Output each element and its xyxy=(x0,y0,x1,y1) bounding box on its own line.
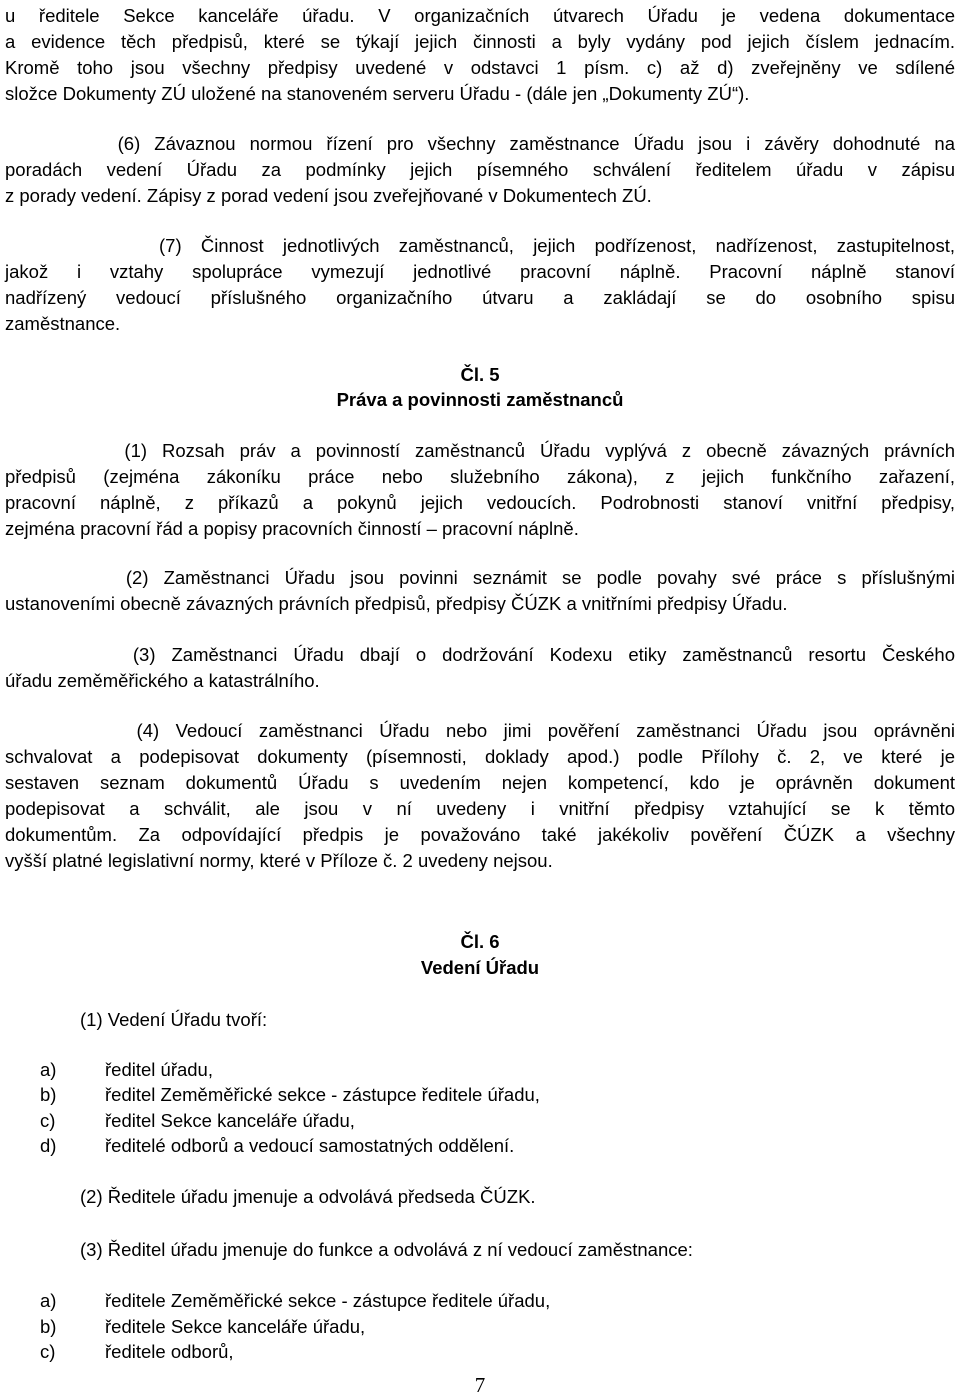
list-item xyxy=(40,1314,365,1339)
list-item-text: ředitel Zeměměřické sekce - zástupce ředitele úřadu, xyxy=(105,1084,540,1105)
text-line: úřadu zeměměřického a katastrálního. xyxy=(5,670,320,691)
article-6-title: Vedení Úřadu xyxy=(420,957,540,978)
article-6-paragraph-3: (3) Ředitel úřadu jmenuje do funkce a odvolává z ní vedoucí zaměstnance: xyxy=(80,1239,693,1260)
list-item xyxy=(40,1082,540,1107)
text-line: a evidence těch předpisů, které se týkají jejich činnosti a byly vydány pod jejich číslem jednacím. xyxy=(5,31,955,52)
text-line: (3) Zaměstnanci Úřadu dbají o dodržování Kodexu etiky zaměstnanců resortu Českého xyxy=(5,644,955,665)
list-marker: a) xyxy=(40,1290,57,1311)
intro-paragraph xyxy=(5,3,955,107)
list-item-text: ředitel Sekce kanceláře úřadu, xyxy=(105,1110,355,1131)
text-line: (1) Rozsah práv a povinností zaměstnanců Úřadu vyplývá z obecně závazných právních xyxy=(5,440,955,461)
text-line: předpisů (zejména zákoníku práce nebo služebního zákona), z jejich funkčního zařazení, xyxy=(5,466,955,487)
paragraph-7 xyxy=(5,233,955,337)
text-line: podepisovat a schválit, ale jsou v ní uvedeny i vnitřní předpisy vztahující se k těmto xyxy=(5,798,955,819)
paragraph-6 xyxy=(5,131,955,209)
list-marker: b) xyxy=(40,1316,57,1337)
list-item-text: ředitelé odborů a vedoucí samostatných oddělení. xyxy=(105,1135,515,1156)
list-item xyxy=(40,1057,213,1082)
article-5-paragraph-1 xyxy=(5,438,955,542)
text-line: poradách vedení Úřadu za podmínky jejich písemného schválení ředitelem úřadu v zápisu xyxy=(5,159,955,180)
text-line: (6) Závaznou normou řízení pro všechny zaměstnance Úřadu jsou i závěry dohodnuté na xyxy=(5,133,955,154)
text-line: (2) Zaměstnanci Úřadu jsou povinni seznámit se podle povahy své práce s příslušnými xyxy=(5,567,955,588)
text-line: zaměstnance. xyxy=(5,313,121,334)
list-marker: b) xyxy=(40,1084,57,1105)
text-line: ustanoveními obecně závazných právních předpisů, předpisy ČÚZK a vnitřními předpisy Úřadu. xyxy=(5,593,788,614)
text-line: nadřízený vedoucí příslušného organizačního útvaru a zakládají se do osobního spisu xyxy=(5,287,955,308)
page-number: 7 xyxy=(474,1373,486,1397)
list-item xyxy=(40,1108,355,1133)
list-marker: a) xyxy=(40,1059,57,1080)
list-marker: c) xyxy=(40,1341,56,1362)
text-line: schvalovat a podepisovat dokumenty (písemnosti, doklady apod.) podle Přílohy č. 2, ve které je xyxy=(5,746,955,767)
article-5-paragraph-4 xyxy=(5,718,955,874)
list-marker: d) xyxy=(40,1135,57,1156)
article-5-paragraph-2 xyxy=(5,565,955,617)
text-line: složce Dokumenty ZÚ uložené na stanoveném serveru Úřadu - (dále jen „Dokumenty ZÚ“). xyxy=(5,83,750,104)
text-line: jakož i vztahy spolupráce vymezují jednotlivé pracovní náplně. Pracovní náplně stanoví xyxy=(5,261,955,282)
article-5-title: Práva a povinnosti zaměstnanců xyxy=(336,389,624,410)
text-line: u ředitele Sekce kanceláře úřadu. V organizačních útvarech Úřadu je vedena dokumentace xyxy=(5,5,955,26)
list-item xyxy=(40,1339,234,1364)
text-line: pracovní náplně, z příkazů a pokynů jejich vedoucích. Podrobnosti stanoví vnitřní předpisy, xyxy=(5,492,955,513)
list-item xyxy=(40,1133,514,1158)
text-line: z porady vedení. Zápisy z porad vedení jsou zveřejňované v Dokumentech ZÚ. xyxy=(5,185,652,206)
article-5-number: Čl. 5 xyxy=(460,364,500,385)
text-line: sestaven seznam dokumentů Úřadu s uvedením nejen kompetencí, kdo je oprávněn dokument xyxy=(5,772,955,793)
list-item xyxy=(40,1288,550,1313)
text-line: Kromě toho jsou všechny předpisy uvedené v odstavci 1 písm. c) až d) zveřejněny ve sdílené xyxy=(5,57,955,78)
text-line: dokumentům. Za odpovídající předpis je považováno také jakékoliv pověření ČÚZK a všechny xyxy=(5,824,955,845)
text-line: (4) Vedoucí zaměstnanci Úřadu nebo jimi pověření zaměstnanci Úřadu jsou oprávněni xyxy=(5,720,955,741)
text-line: zejména pracovní řád a popisy pracovních činností – pracovní náplně. xyxy=(5,518,579,539)
list-item-text: ředitele Sekce kanceláře úřadu, xyxy=(105,1316,366,1337)
list-item-text: ředitele Zeměměřické sekce - zástupce ředitele úřadu, xyxy=(105,1290,551,1311)
article-5-paragraph-3 xyxy=(5,642,955,694)
list-item-text: ředitele odborů, xyxy=(105,1341,234,1362)
article-6-paragraph-1: (1) Vedení Úřadu tvoří: xyxy=(80,1009,268,1030)
text-line: vyšší platné legislativní normy, které v Příloze č. 2 uvedeny nejsou. xyxy=(5,850,553,871)
article-6-number: Čl. 6 xyxy=(460,931,500,952)
article-6-paragraph-2: (2) Ředitele úřadu jmenuje a odvolává předseda ČÚZK. xyxy=(80,1186,536,1207)
list-item-text: ředitel úřadu, xyxy=(105,1059,213,1080)
text-line: (7) Činnost jednotlivých zaměstnanců, jejich podřízenost, nadřízenost, zastupitelnost, xyxy=(5,235,955,256)
list-marker: c) xyxy=(40,1110,56,1131)
